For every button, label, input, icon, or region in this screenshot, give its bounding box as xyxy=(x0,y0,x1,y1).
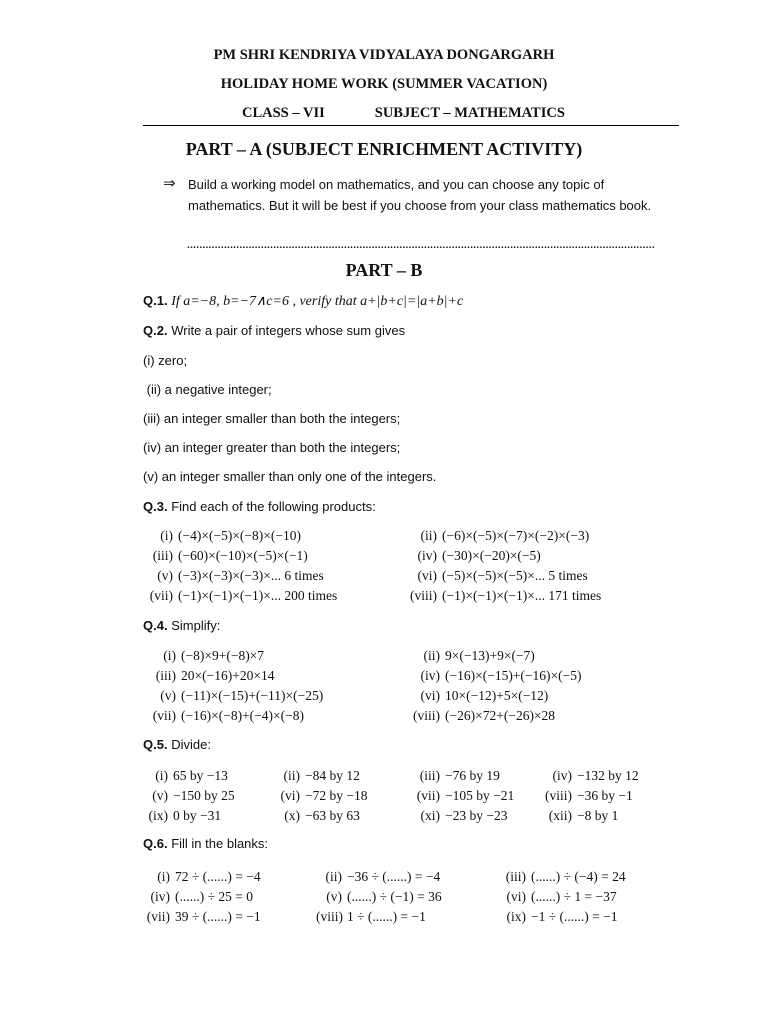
item-number: (vi) xyxy=(417,568,437,583)
q2-item: (iii) an integer smaller than both the integers; xyxy=(143,411,401,426)
item-number: (xii) xyxy=(548,808,572,823)
item-number: (vii) xyxy=(146,909,170,924)
item-number: (ii) xyxy=(283,768,300,783)
q6-expression: −1 ÷ (......) = −1 xyxy=(531,909,618,924)
item-number: (i) xyxy=(163,648,176,663)
q4-expression: 9×(−13)+9×(−7) xyxy=(445,648,535,663)
q5-expression: −84 by 12 xyxy=(305,768,360,783)
part-a-instruction: Build a working model on mathematics, and you can choose any topic of mathematics. But it will be best if you choose from your class mathematics book. xyxy=(188,177,652,213)
q3-expression: (−60)×(−10)×(−5)×(−1) xyxy=(178,548,308,563)
q1-text: If a=−8, b=−7∧c=6 , verify that a+|b+c|=|a+b|+c xyxy=(171,294,464,309)
item-number: (ii) xyxy=(423,648,440,663)
item-number: (iv) xyxy=(552,768,572,783)
item-number: (vii) xyxy=(152,708,176,723)
q4-expression: (−8)×9+(−8)×7 xyxy=(181,648,265,663)
item-number: (ix) xyxy=(506,909,526,924)
item-number: (iii) xyxy=(505,869,526,884)
part-a-heading: PART – A (SUBJECT ENRICHMENT ACTIVITY) xyxy=(185,139,583,159)
header-divider xyxy=(143,125,679,126)
q2-text: Write a pair of integers whose sum gives xyxy=(171,323,406,338)
item-number: (viii) xyxy=(316,909,343,924)
item-number: (v) xyxy=(326,889,342,904)
question-4: Q.4. Simplify: xyxy=(143,618,221,633)
q4-expression: (−26)×72+(−26)×28 xyxy=(445,708,556,723)
item-number: (iv) xyxy=(420,668,440,683)
q6-text: Fill in the blanks: xyxy=(171,836,269,851)
item-number: (x) xyxy=(284,808,300,823)
q3-expression: (−1)×(−1)×(−1)×... 200 times xyxy=(178,588,338,603)
q5-expression: −76 by 19 xyxy=(445,768,500,783)
q6-expression: (......) ÷ (−1) = 36 xyxy=(347,889,442,904)
q3-expression: (−6)×(−5)×(−7)×(−2)×(−3) xyxy=(442,528,590,543)
q6-expression: 72 ÷ (......) = −4 xyxy=(175,869,261,884)
item-number: (i) xyxy=(157,869,170,884)
q1-label: Q.1 xyxy=(143,293,164,308)
item-number: (vi) xyxy=(506,889,526,904)
part-b-heading: PART – B xyxy=(345,260,423,280)
item-number: (iv) xyxy=(150,889,170,904)
q2-item: (v) an integer smaller than only one of the integers. xyxy=(143,469,437,484)
q3-expression: (−1)×(−1)×(−1)×... 171 times xyxy=(442,588,602,603)
q3-expression: (−5)×(−5)×(−5)×... 5 times xyxy=(442,568,588,583)
item-number: (iii) xyxy=(419,768,440,783)
q2-item: (ii) a negative integer; xyxy=(143,382,272,397)
class-label: CLASS – VII xyxy=(242,105,325,121)
school-name: PM SHRI KENDRIYA VIDYALAYA DONGARGARH xyxy=(213,47,555,63)
q5-expression: 0 by −31 xyxy=(173,808,222,823)
class-subject-line xyxy=(242,105,565,122)
q6-expression: (......) ÷ (−4) = 24 xyxy=(531,869,626,884)
item-number: (v) xyxy=(152,788,168,803)
q4-expression: (−11)×(−15)+(−11)×(−25) xyxy=(181,688,324,703)
item-number: (viii) xyxy=(545,788,572,803)
q6-expression: (......) ÷ 25 = 0 xyxy=(175,889,254,904)
q5-expression: −23 by −23 xyxy=(445,808,508,823)
subject-label: SUBJECT – MATHEMATICS xyxy=(374,105,565,121)
question-2: Q.2. Write a pair of integers whose sum gives xyxy=(143,323,406,338)
q5-expression: −150 by 25 xyxy=(173,788,235,803)
item-number: (i) xyxy=(155,768,168,783)
item-number: (iii) xyxy=(152,548,173,563)
implies-arrow-icon: ⇒ xyxy=(163,175,176,192)
homework-title: HOLIDAY HOME WORK (SUMMER VACATION) xyxy=(220,76,548,92)
item-number: (viii) xyxy=(410,588,437,603)
item-number: (vi) xyxy=(420,688,440,703)
item-number: (vi) xyxy=(280,788,300,803)
q6-expression: 39 ÷ (......) = −1 xyxy=(175,909,261,924)
item-number: (iv) xyxy=(417,548,437,563)
dotted-separator: ........................................................................................................................................................ xyxy=(187,240,655,251)
item-number: (ii) xyxy=(325,869,342,884)
question-3: Q.3. Find each of the following products: xyxy=(143,499,376,514)
q3-text: Find each of the following products: xyxy=(171,499,376,514)
q5-label: Q.5 xyxy=(143,737,164,752)
q5-expression: −8 by 1 xyxy=(577,808,619,823)
q6-expression: (......) ÷ 1 = −37 xyxy=(531,889,617,904)
q4-expression: (−16)×(−8)+(−4)×(−8) xyxy=(181,708,305,723)
q4-expression: 10×(−12)+5×(−12) xyxy=(445,688,549,703)
q4-label: Q.4 xyxy=(143,618,164,633)
item-number: (xi) xyxy=(420,808,440,823)
q4-text: Simplify: xyxy=(171,618,221,633)
question-1: Q.1. If a=−8, b=−7∧c=6 , verify that a+|b+c|=|a+b|+c xyxy=(143,293,464,309)
item-number: (v) xyxy=(157,568,173,583)
question-6: Q.6. Fill in the blanks: xyxy=(143,836,269,851)
item-number: (viii) xyxy=(413,708,440,723)
q2-item: (iv) an integer greater than both the integers; xyxy=(143,440,401,455)
q5-expression: −36 by −1 xyxy=(577,788,633,803)
item-number: (vii) xyxy=(416,788,440,803)
q3-expression: (−3)×(−3)×(−3)×... 6 times xyxy=(178,568,324,583)
item-number: (ii) xyxy=(420,528,437,543)
q5-expression: −72 by −18 xyxy=(305,788,368,803)
q3-expression: (−4)×(−5)×(−8)×(−10) xyxy=(178,528,302,543)
q3-expression: (−30)×(−20)×(−5) xyxy=(442,548,541,563)
item-number: (iii) xyxy=(155,668,176,683)
q4-expression: (−16)×(−15)+(−16)×(−5) xyxy=(445,668,582,683)
item-number: (ix) xyxy=(148,808,168,823)
q6-expression: −36 ÷ (......) = −4 xyxy=(347,869,441,884)
item-number: (vii) xyxy=(149,588,173,603)
q5-expression: −132 by 12 xyxy=(577,768,639,783)
q2-label: Q.2 xyxy=(143,323,164,338)
q4-expression: 20×(−16)+20×14 xyxy=(181,668,275,683)
q3-label: Q.3 xyxy=(143,499,164,514)
question-5: Q.5. Divide: xyxy=(143,737,211,752)
q5-expression: −105 by −21 xyxy=(445,788,515,803)
q6-expression: 1 ÷ (......) = −1 xyxy=(347,909,426,924)
q5-expression: 65 by −13 xyxy=(173,768,228,783)
item-number: (i) xyxy=(160,528,173,543)
q5-text: Divide: xyxy=(171,737,211,752)
q2-item: (i) zero; xyxy=(143,353,188,368)
q6-label: Q.6 xyxy=(143,836,164,851)
item-number: (v) xyxy=(160,688,176,703)
q5-expression: −63 by 63 xyxy=(305,808,360,823)
